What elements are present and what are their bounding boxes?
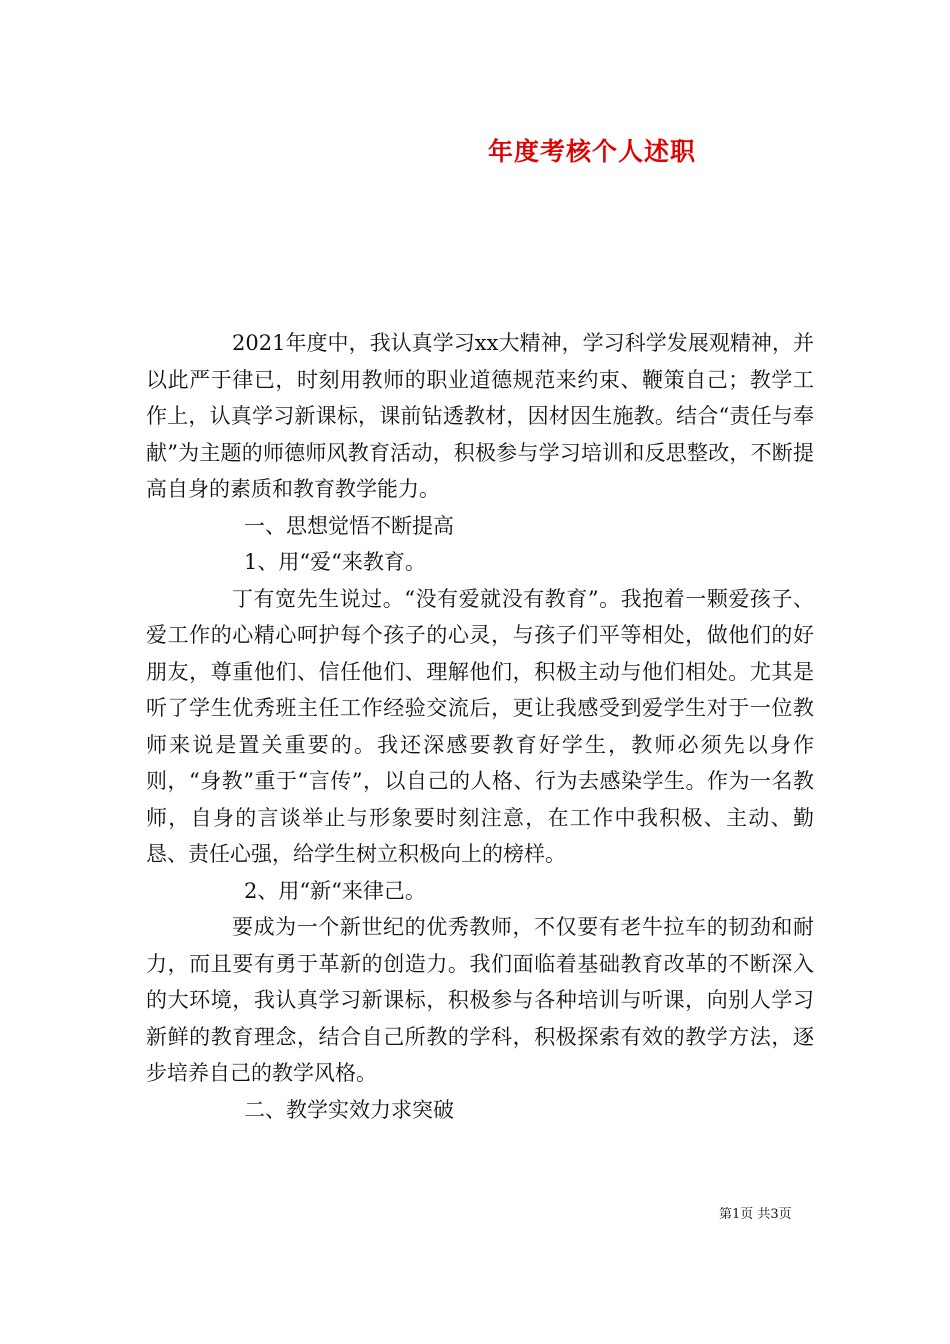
subsection-heading-1-2: 2、用“新“来律己。 — [244, 878, 426, 903]
subsection-heading-1-1: 1、用“爱“来教育。 — [244, 550, 426, 574]
document-title: 年度考核个人述职 — [488, 137, 697, 166]
page-number: 第1页 共3页 — [719, 1207, 792, 1222]
section-heading-1: 一、思想觉悟不断提高 — [244, 513, 454, 538]
section-heading-2: 二、教学实效力求突破 — [244, 1097, 454, 1122]
document-body — [146, 325, 814, 1128]
paragraph-innovation: 要成为一个新世纪的优秀教师，不仅要有老牛拉车的韧劲和耐力，而且要有勇于革新的创造力。我们面临着基础教育改革的不断深入的大环境，我认真学习新课标，积极参与各种培训与听课，向别人学习新鲜的教育理念，结合自己所教的学科，积极探索有效的教学方法，逐步培养自己的教学风格。 — [146, 915, 814, 1085]
paragraph-intro: 2021年度中，我认真学习xx大精神，学习科学发展观精神，并以此严于律已，时刻用教师的职业道德规范来约束、鞭策自己；教学工作上，认真学习新课标，课前钻透教材，因材因生施教。结合“责任与奉献”为主题的师德师风教育活动，积极参与学习培训和反思整改，不断提高自身的素质和教育教学能力。 — [146, 331, 814, 501]
paragraph-love-education: 丁有宽先生说过。“没有爱就没有教育”。我抱着一颗爱孩子、爱工作的心精心呵护每个孩子的心灵，与孩子们平等相处，做他们的好朋友，尊重他们、信任他们、理解他们，积极主动与他们相处。尤其是听了学生优秀班主任工作经验交流后，更让我感受到爱学生对于一位教师来说是置关重要的。我还深感要教育好学生，教师必须先以身作则，“身教”重于“言传”，以自己的人格、行为去感染学生。作为一名教师，自身的言谈举止与形象要时刻注意，在工作中我积极、主动、勤恳、责任心强，给学生树立积极向上的榜样。 — [146, 586, 814, 866]
